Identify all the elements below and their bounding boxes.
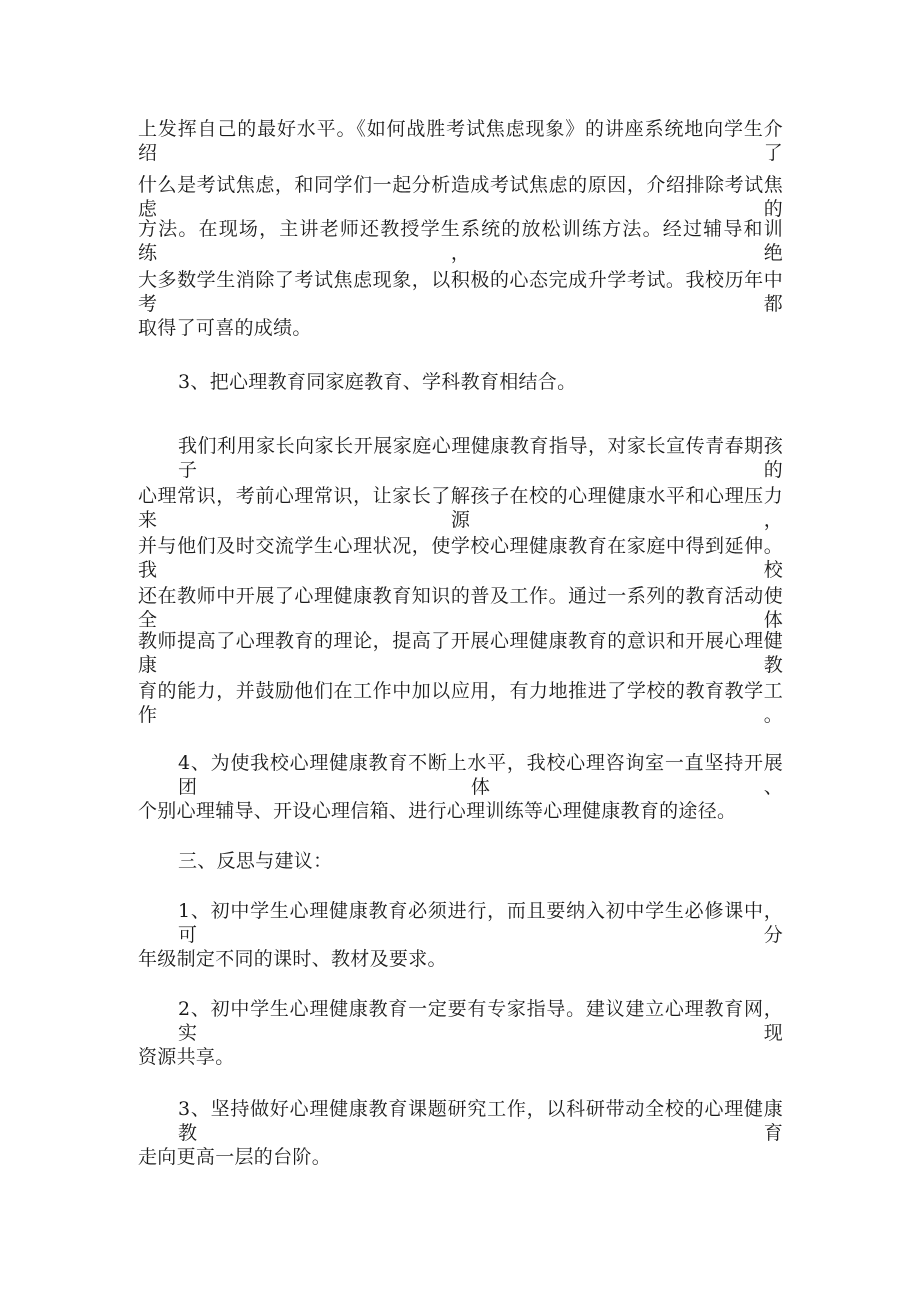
section-heading: 三、反思与建议： <box>178 850 333 872</box>
text-line: 个别心理辅导、开设心理信箱、进行心理训练等心理健康教育的途径。 <box>138 800 737 822</box>
text-line: 上发挥自己的最好水平。《如何战胜考试焦虑现象》的讲座系统地向学生介绍了 <box>138 118 783 164</box>
item-heading: 3、把心理教育同家庭教育、学科教育相结合。 <box>178 371 577 393</box>
text-line: 走向更高一层的台阶。 <box>138 1146 332 1168</box>
text-line: 4、为使我校心理健康教育不断上水平，我校心理咨询室一直坚持开展团体、 <box>178 752 783 798</box>
text-line: 方法。在现场，主讲老师还教授学生系统的放松训练方法。经过辅导和训练，绝 <box>138 218 783 264</box>
text-line: 1、初中学生心理健康教育必须进行，而且要纳入初中学生必修课中，可分 <box>178 900 783 946</box>
text-line: 2、初中学生心理健康教育一定要有专家指导。建议建立心理教育网，实现 <box>178 998 783 1044</box>
text-line: 年级制定不同的课时、教材及要求。 <box>138 948 447 970</box>
text-line: 取得了可喜的成绩。 <box>138 317 312 339</box>
text-line: 教师提高了心理教育的理论，提高了开展心理健康教育的意识和开展心理健康教 <box>138 630 783 676</box>
text-line: 什么是考试焦虑，和同学们一起分析造成考试焦虑的原因，介绍排除考试焦虑的 <box>138 174 783 220</box>
text-line: 资源共享。 <box>138 1046 235 1068</box>
text-line: 并与他们及时交流学生心理状况，使学校心理健康教育在家庭中得到延伸。我校 <box>138 535 783 581</box>
text-line: 我们利用家长向家长开展家庭心理健康教育指导，对家长宣传青春期孩子的 <box>178 435 783 481</box>
text-line: 育的能力，并鼓励他们在工作中加以应用，有力地推进了学校的教育教学工作。 <box>138 680 783 726</box>
text-line: 大多数学生消除了考试焦虑现象，以积极的心态完成升学考试。我校历年中考都 <box>138 269 783 315</box>
text-line: 3、坚持做好心理健康教育课题研究工作，以科研带动全校的心理健康教育 <box>178 1098 783 1144</box>
text-line: 还在教师中开展了心理健康教育知识的普及工作。通过一系列的教育活动使全体 <box>138 585 783 631</box>
text-line: 心理常识，考前心理常识，让家长了解孩子在校的心理健康水平和心理压力来源， <box>138 485 783 531</box>
